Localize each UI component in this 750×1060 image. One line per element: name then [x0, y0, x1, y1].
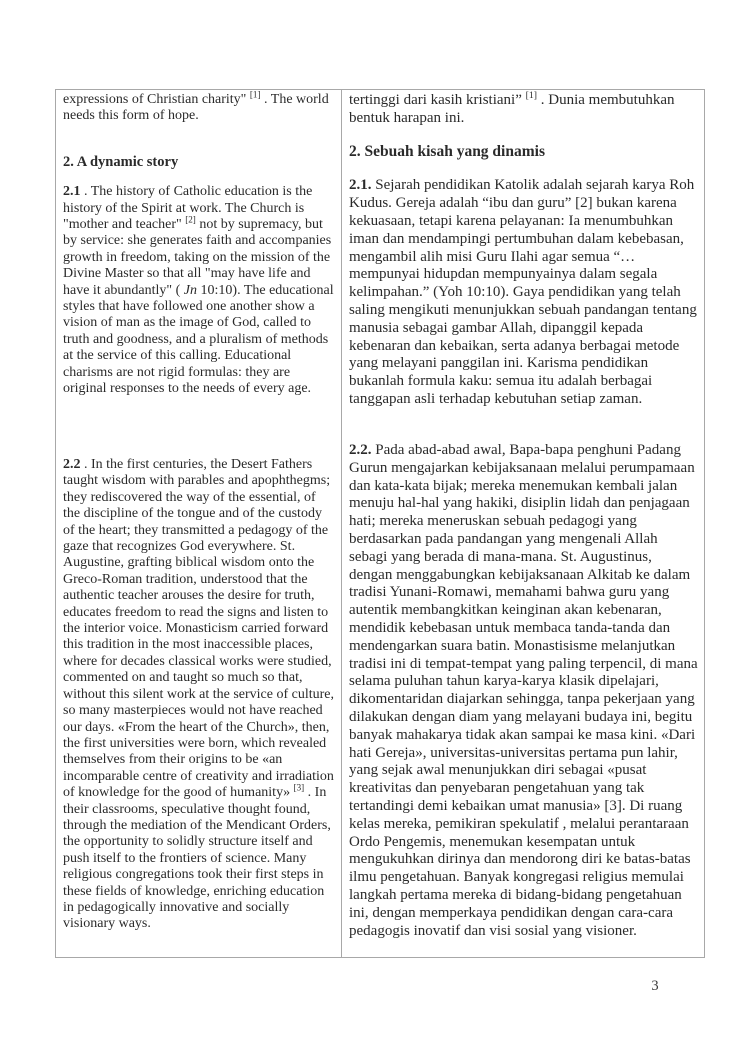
paragraph-2-1-english: 2.1 . The history of Catholic education is the history of the Spirit at work. The Church is "mother and teacher" [2] not by supremacy, but by service: she generates faith and accompanies growth in freedom, taking on the mission of the Divine Master so that all "may have life and have it abundantly" ( Jn 10:10). The educational styles that have followed one another show a vision of man as the image of God, called to truth and goodness, and a pluralism of methods at the service of this calling. Educational charisms are not rigid formulas: they are original responses to the needs of every age.	[63, 184, 334, 397]
paragraph-2-2-indonesian: 2.2. Pada abad-abad awal, Bapa-bapa penghuni Padang Gurun mengajarkan kebijaksanaan melalui perumpamaan dan kata-kata bijak; mereka menemukan kembali jalan menuju hal-hal yang hakiki, disiplin lidah dan penjagaan hati; mereka meneruskan sebuah pedagogi yang berdasarkan pada pandangan yang mengenali Allah sebagi yang berada di mana-mana. St. Augustinus, dengan menggabungkan kebijaksanaan Alkitab ke dalam tradisi Yunani-Romawi, memahami bahwa guru yang autentik membangkitkan keinginan akan kebenaran, mendidik kebebasan untuk membaca tanda-tanda dan mendengarkan suara batin. Monastisisme melanjutkan tradisi ini di tempat-tempat yang paling terpencil, di mana selama puluhan tahun karya-karya klasik dipelajari, dikomentaridan diajarkan sehingga, tanpa pekerjaan yang dilakukan dengan diam yang melayani budaya ini, begitu banyak mahakarya tidak akan sampai ke masa kini. «Dari hati Gereja», universitas-universitas pertama pun lahir, yang sejak awal menunjukkan diri sebagai «pusat kreativitas dan penyebaran pengetahuan yang tak tertandingi demi kebaikan umat manusia» [3]. Di ruang kelas mereka, pemikiran spekulatif , melalui perantaraan Ordo Pengemis, menemukan kesempatan untuk mengukuhkan dirinya dan mendorong diri ke batas-batas ilmu pengetahuan. Banyak kongregasi religius memulai langkah pertama mereka di bidang-bidang pengetahuan ini, dengan memperkaya pendidikan dengan cara-cara pedagogis inovatif dan visi sosial yang visioner.	[349, 442, 698, 939]
page-number: 3	[651, 978, 659, 994]
indonesian-column-row-1	[341, 90, 704, 438]
indonesian-column-row-2	[341, 438, 704, 957]
english-column-row-2	[56, 438, 341, 957]
section-heading-indonesian: 2. Sebuah kisah yang dinamis	[349, 142, 545, 160]
english-column-row-1	[56, 90, 341, 438]
translation-table	[55, 89, 705, 958]
paragraph-intro-indonesian: tertinggi dari kasih kristiani” [1] . Dunia membutuhkan bentuk harapan ini.	[349, 90, 675, 126]
section-heading-english: 2. A dynamic story	[63, 153, 179, 170]
paragraph-intro-english: expressions of Christian charity" [1] . The world needs this form of hope.	[63, 90, 329, 124]
paragraph-2-2-english: 2.2 . In the first centuries, the Desert Fathers taught wisdom with parables and apophthegms; they rediscovered the way of the essential, of the discipline of the tongue and of the custody of the heart; they transmitted a pedagogy of the gaze that recognizes God everywhere. St. Augustine, grafting biblical wisdom onto the Greco-Roman tradition, understood that the authentic teacher arouses the desire for truth, educates freedom to read the signs and listen to the interior voice. Monasticism carried forward this tradition in the most inaccessible places, where for decades classical works were studied, commented on and taught so much so that, without this silent work at the service of culture, so many masterpieces would not have reached our days. «From the heart of the Church», then, the first universities were born, which revealed themselves from their origins to be «an incomparable centre of creativity and irradiation of knowledge for the good of humanity» [3] . In their classrooms, speculative thought found, through the mediation of the Mendicant Orders, the opportunity to solidly structure itself and push itself to the frontiers of science. Many religious congregations took their first steps in these fields of knowledge, enriching education in pedagogically innovative and socially visionary ways.	[63, 457, 334, 932]
paragraph-2-1-indonesian: 2.1. Sejarah pendidikan Katolik adalah sejarah karya Roh Kudus. Gereja adalah “ibu dan guru” [2] bukan karena kekuasaan, tetapi karena pelayanan: Ia menumbuhkan iman dan mendampingi pertumbuhan dalam kebebasan, mengambil alih misi Guru Ilahi agar semua “…mempunyai hidupdan mempunyainya dalam segala kelimpahan.” (Yoh 10:10). Gaya pendidikan yang telah saling mengikuti menunjukkan sebuah pandangan tentang manusia sebagai gambar Allah, dipanggil kepada kebenaran dan kebaikan, serta adanya berbagai metode yang melayani panggilan ini. Karisma pendidikan bukanlah formula kaku: semua itu adalah berbagai tanggapan asli terhadap kebutuhan setiap zaman.	[349, 177, 697, 407]
